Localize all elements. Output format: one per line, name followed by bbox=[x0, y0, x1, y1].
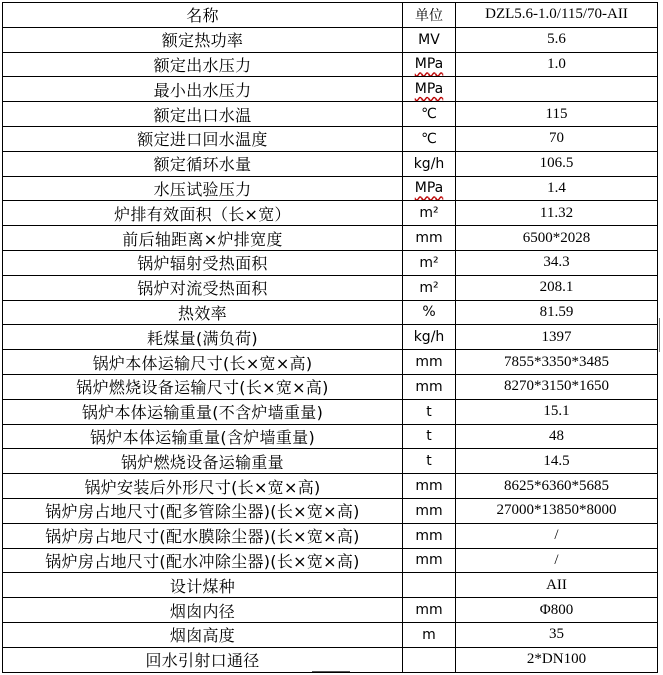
row-name-cell: 锅炉本体运输重量(含炉墙重量) bbox=[3, 424, 403, 449]
row-unit-cell: mm bbox=[403, 350, 456, 375]
boiler-spec-table bbox=[2, 2, 658, 673]
row-value-cell: 2*DN100 bbox=[456, 647, 658, 672]
row-value-cell: 14.5 bbox=[456, 449, 658, 474]
row-name-cell: 水压试验压力 bbox=[3, 176, 403, 201]
row-name-cell: 额定进口回水温度 bbox=[3, 126, 403, 151]
row-value-cell: 70 bbox=[456, 126, 658, 151]
row-name-cell: 锅炉房占地尺寸(配水膜除尘器)(长×宽×高) bbox=[3, 523, 403, 548]
table-row bbox=[3, 350, 658, 375]
row-value-cell: Φ800 bbox=[456, 598, 658, 623]
row-value-cell: 15.1 bbox=[456, 399, 658, 424]
table-row bbox=[3, 300, 658, 325]
row-unit-cell: MV bbox=[403, 27, 456, 52]
row-value-cell: 8625*6360*5685 bbox=[456, 474, 658, 499]
table-row bbox=[3, 151, 658, 176]
row-value-cell: 81.59 bbox=[456, 300, 658, 325]
row-name-cell: 额定循环水量 bbox=[3, 151, 403, 176]
header-unit: 单位 bbox=[403, 3, 456, 28]
row-value-cell: 1.4 bbox=[456, 176, 658, 201]
row-unit-cell: mm bbox=[403, 548, 456, 573]
row-value-cell: 208.1 bbox=[456, 275, 658, 300]
row-value-cell: / bbox=[456, 523, 658, 548]
row-unit-cell: ℃ bbox=[403, 126, 456, 151]
row-name-cell: 锅炉燃烧设备运输重量 bbox=[3, 449, 403, 474]
row-value-cell: 1397 bbox=[456, 325, 658, 350]
row-unit-cell: mm bbox=[403, 474, 456, 499]
row-unit-cell: MPa bbox=[403, 176, 456, 201]
row-name-cell: 额定热功率 bbox=[3, 27, 403, 52]
row-value-cell: 34.3 bbox=[456, 250, 658, 275]
row-name-cell: 热效率 bbox=[3, 300, 403, 325]
table-row bbox=[3, 424, 658, 449]
row-value-cell: 115 bbox=[456, 102, 658, 127]
row-name-cell: 炉排有效面积（长×宽） bbox=[3, 201, 403, 226]
row-unit-cell: mm bbox=[403, 498, 456, 523]
row-unit-cell bbox=[403, 647, 456, 672]
table-row bbox=[3, 250, 658, 275]
row-name-cell: 锅炉房占地尺寸(配多管除尘器)(长×宽×高) bbox=[3, 498, 403, 523]
table-row bbox=[3, 374, 658, 399]
row-value-cell: 48 bbox=[456, 424, 658, 449]
row-name-cell: 前后轴距离×炉排宽度 bbox=[3, 226, 403, 251]
row-name-cell: 锅炉辐射受热面积 bbox=[3, 250, 403, 275]
row-unit-cell: mm bbox=[403, 598, 456, 623]
row-value-cell: 6500*2028 bbox=[456, 226, 658, 251]
row-name-cell: 锅炉安装后外形尺寸(长×宽×高) bbox=[3, 474, 403, 499]
row-value-cell: 106.5 bbox=[456, 151, 658, 176]
row-unit-cell: m bbox=[403, 622, 456, 647]
row-name-cell: 回水引射口通径 bbox=[3, 647, 403, 672]
row-unit-cell: kg/h bbox=[403, 151, 456, 176]
table-row bbox=[3, 498, 658, 523]
row-unit-cell: m² bbox=[403, 201, 456, 226]
table-row bbox=[3, 325, 658, 350]
table-row bbox=[3, 449, 658, 474]
row-value-cell bbox=[456, 77, 658, 102]
table-row bbox=[3, 523, 658, 548]
row-unit-cell: MPa bbox=[403, 52, 456, 77]
table-row bbox=[3, 275, 658, 300]
table-row bbox=[3, 622, 658, 647]
table-row bbox=[3, 226, 658, 251]
row-value-cell: 8270*3150*1650 bbox=[456, 374, 658, 399]
row-unit-cell bbox=[403, 573, 456, 598]
row-value-cell: 5.6 bbox=[456, 27, 658, 52]
table-row bbox=[3, 474, 658, 499]
row-unit-cell: ℃ bbox=[403, 102, 456, 127]
row-name-cell: 最小出水压力 bbox=[3, 77, 403, 102]
table-header-row bbox=[3, 3, 658, 28]
row-value-cell: / bbox=[456, 548, 658, 573]
row-name-cell: 锅炉房占地尺寸(配水冲除尘器)(长×宽×高) bbox=[3, 548, 403, 573]
side-edge-mark bbox=[659, 318, 660, 352]
row-value-cell: 35 bbox=[456, 622, 658, 647]
table-row bbox=[3, 102, 658, 127]
table-row bbox=[3, 27, 658, 52]
row-name-cell: 额定出口水温 bbox=[3, 102, 403, 127]
row-unit-cell: % bbox=[403, 300, 456, 325]
row-value-cell: 27000*13850*8000 bbox=[456, 498, 658, 523]
table-row bbox=[3, 573, 658, 598]
row-name-cell: 锅炉本体运输重量(不含炉墙重量) bbox=[3, 399, 403, 424]
row-value-cell: AII bbox=[456, 573, 658, 598]
header-model: DZL5.6-1.0/115/70-AII bbox=[456, 3, 658, 28]
row-name-cell: 烟囱内径 bbox=[3, 598, 403, 623]
table-row bbox=[3, 598, 658, 623]
row-unit-cell: MPa bbox=[403, 77, 456, 102]
row-unit-cell: mm bbox=[403, 374, 456, 399]
row-unit-cell: mm bbox=[403, 226, 456, 251]
table-row bbox=[3, 52, 658, 77]
row-value-cell: 7855*3350*3485 bbox=[456, 350, 658, 375]
table-row bbox=[3, 647, 658, 672]
table-row bbox=[3, 399, 658, 424]
table-row bbox=[3, 176, 658, 201]
row-name-cell: 锅炉燃烧设备运输尺寸(长×宽×高) bbox=[3, 374, 403, 399]
row-name-cell: 烟囱高度 bbox=[3, 622, 403, 647]
row-unit-cell: m² bbox=[403, 250, 456, 275]
row-name-cell: 锅炉本体运输尺寸(长×宽×高) bbox=[3, 350, 403, 375]
bottom-edge-mark bbox=[312, 671, 350, 672]
row-unit-cell: m² bbox=[403, 275, 456, 300]
row-name-cell: 锅炉对流受热面积 bbox=[3, 275, 403, 300]
table-body bbox=[3, 27, 658, 672]
header-name: 名称 bbox=[3, 3, 403, 28]
row-name-cell: 耗煤量(满负荷) bbox=[3, 325, 403, 350]
table-row bbox=[3, 548, 658, 573]
row-value-cell: 1.0 bbox=[456, 52, 658, 77]
row-unit-cell: t bbox=[403, 399, 456, 424]
row-unit-cell: t bbox=[403, 424, 456, 449]
row-unit-cell: kg/h bbox=[403, 325, 456, 350]
table-row bbox=[3, 201, 658, 226]
row-name-cell: 额定出水压力 bbox=[3, 52, 403, 77]
table-row bbox=[3, 126, 658, 151]
row-value-cell: 11.32 bbox=[456, 201, 658, 226]
row-unit-cell: t bbox=[403, 449, 456, 474]
row-unit-cell: mm bbox=[403, 523, 456, 548]
row-name-cell: 设计煤种 bbox=[3, 573, 403, 598]
table-row bbox=[3, 77, 658, 102]
